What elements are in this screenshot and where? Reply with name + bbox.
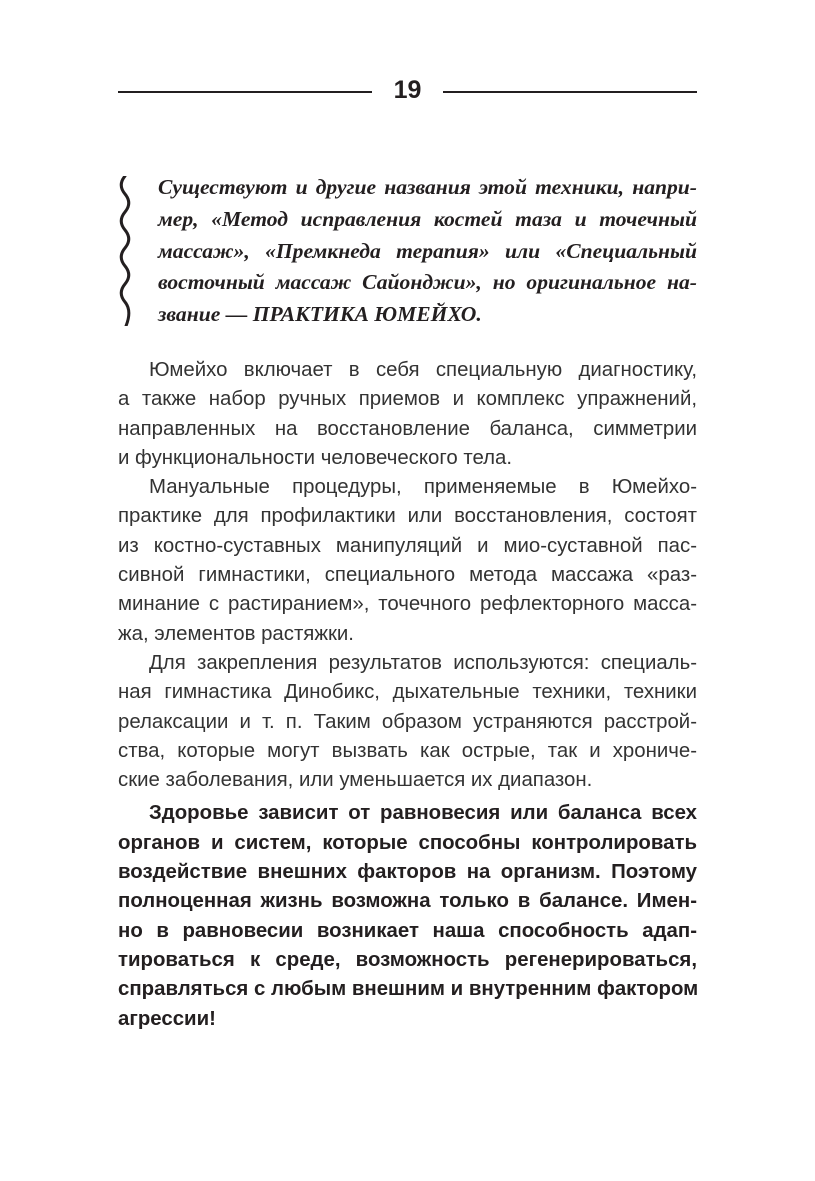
wavy-brace-icon xyxy=(118,176,134,326)
text-line: воздействие внешних факторов на организм. Поэтому xyxy=(118,861,697,884)
paragraph-2 xyxy=(118,473,697,649)
body-text xyxy=(118,356,697,1034)
text-line: и функциональности человеческого тела. xyxy=(118,446,513,469)
text-line: Мануальные процедуры, применяемые в Юмейхо- xyxy=(149,476,697,499)
quote-line: мер, «Метод исправления костей таза и точечный xyxy=(158,206,697,231)
page-header xyxy=(118,72,697,108)
quote-line: звание — ПРАКТИКА ЮМЕЙХО. xyxy=(158,302,482,327)
text-line: Здоровье зависит от равновесия или баланса всех xyxy=(149,802,697,825)
text-line: тироваться к среде, возможность регенерироваться, xyxy=(118,948,697,971)
text-line: из костно-суставных манипуляций и мио-суставной пас- xyxy=(118,534,697,557)
paragraph-3 xyxy=(118,649,697,795)
header-rule-right xyxy=(443,91,697,93)
text-line: минание с растиранием», точечного рефлекторного масса- xyxy=(118,593,697,616)
text-line: агрессии! xyxy=(118,1007,216,1030)
text-line: релаксации и т. п. Таким образом устраняются расстрой- xyxy=(118,710,697,733)
pull-quote xyxy=(118,172,697,332)
paragraph-4-bold xyxy=(118,799,697,1033)
text-line: ские заболевания, или уменьшается их диапазон. xyxy=(118,769,593,792)
text-line: Юмейхо включает в себя специальную диагностику, xyxy=(149,359,697,381)
text-line: ная гимнастика Динобикс, дыхательные техники, техники xyxy=(118,681,697,704)
quote-text xyxy=(158,172,697,331)
text-line: справляться с любым внешним и внутренним фактором xyxy=(118,978,699,1001)
text-line: жа, элементов растяжки. xyxy=(118,622,354,645)
text-line: а также набор ручных приемов и комплекс упражнений, xyxy=(118,388,697,411)
text-line: направленных на восстановление баланса, симметрии xyxy=(118,417,697,440)
text-line: практике для профилактики или восстановления, состоят xyxy=(118,505,697,528)
text-line: ства, которые могут вызвать как острые, так и хрониче- xyxy=(118,739,697,762)
quote-line: восточный массаж Сайонджи», но оригинальное на- xyxy=(158,270,697,295)
paragraph-1 xyxy=(118,356,697,473)
quote-line: массаж», «Премкнеда терапия» или «Специальный xyxy=(158,238,697,263)
page-number: 19 xyxy=(393,76,422,104)
text-line: сивной гимнастики, специального метода массажа «раз- xyxy=(118,564,697,587)
quote-line: Существуют и другие названия этой техники, напри- xyxy=(158,175,697,199)
text-line: Для закрепления результатов используются: специаль- xyxy=(149,651,697,674)
text-line: полноценная жизнь возможна только в балансе. Имен- xyxy=(118,890,697,913)
text-line: органов и систем, которые способны контролировать xyxy=(118,831,697,854)
text-line: но в равновесии возникает наша способность адап- xyxy=(118,919,697,942)
